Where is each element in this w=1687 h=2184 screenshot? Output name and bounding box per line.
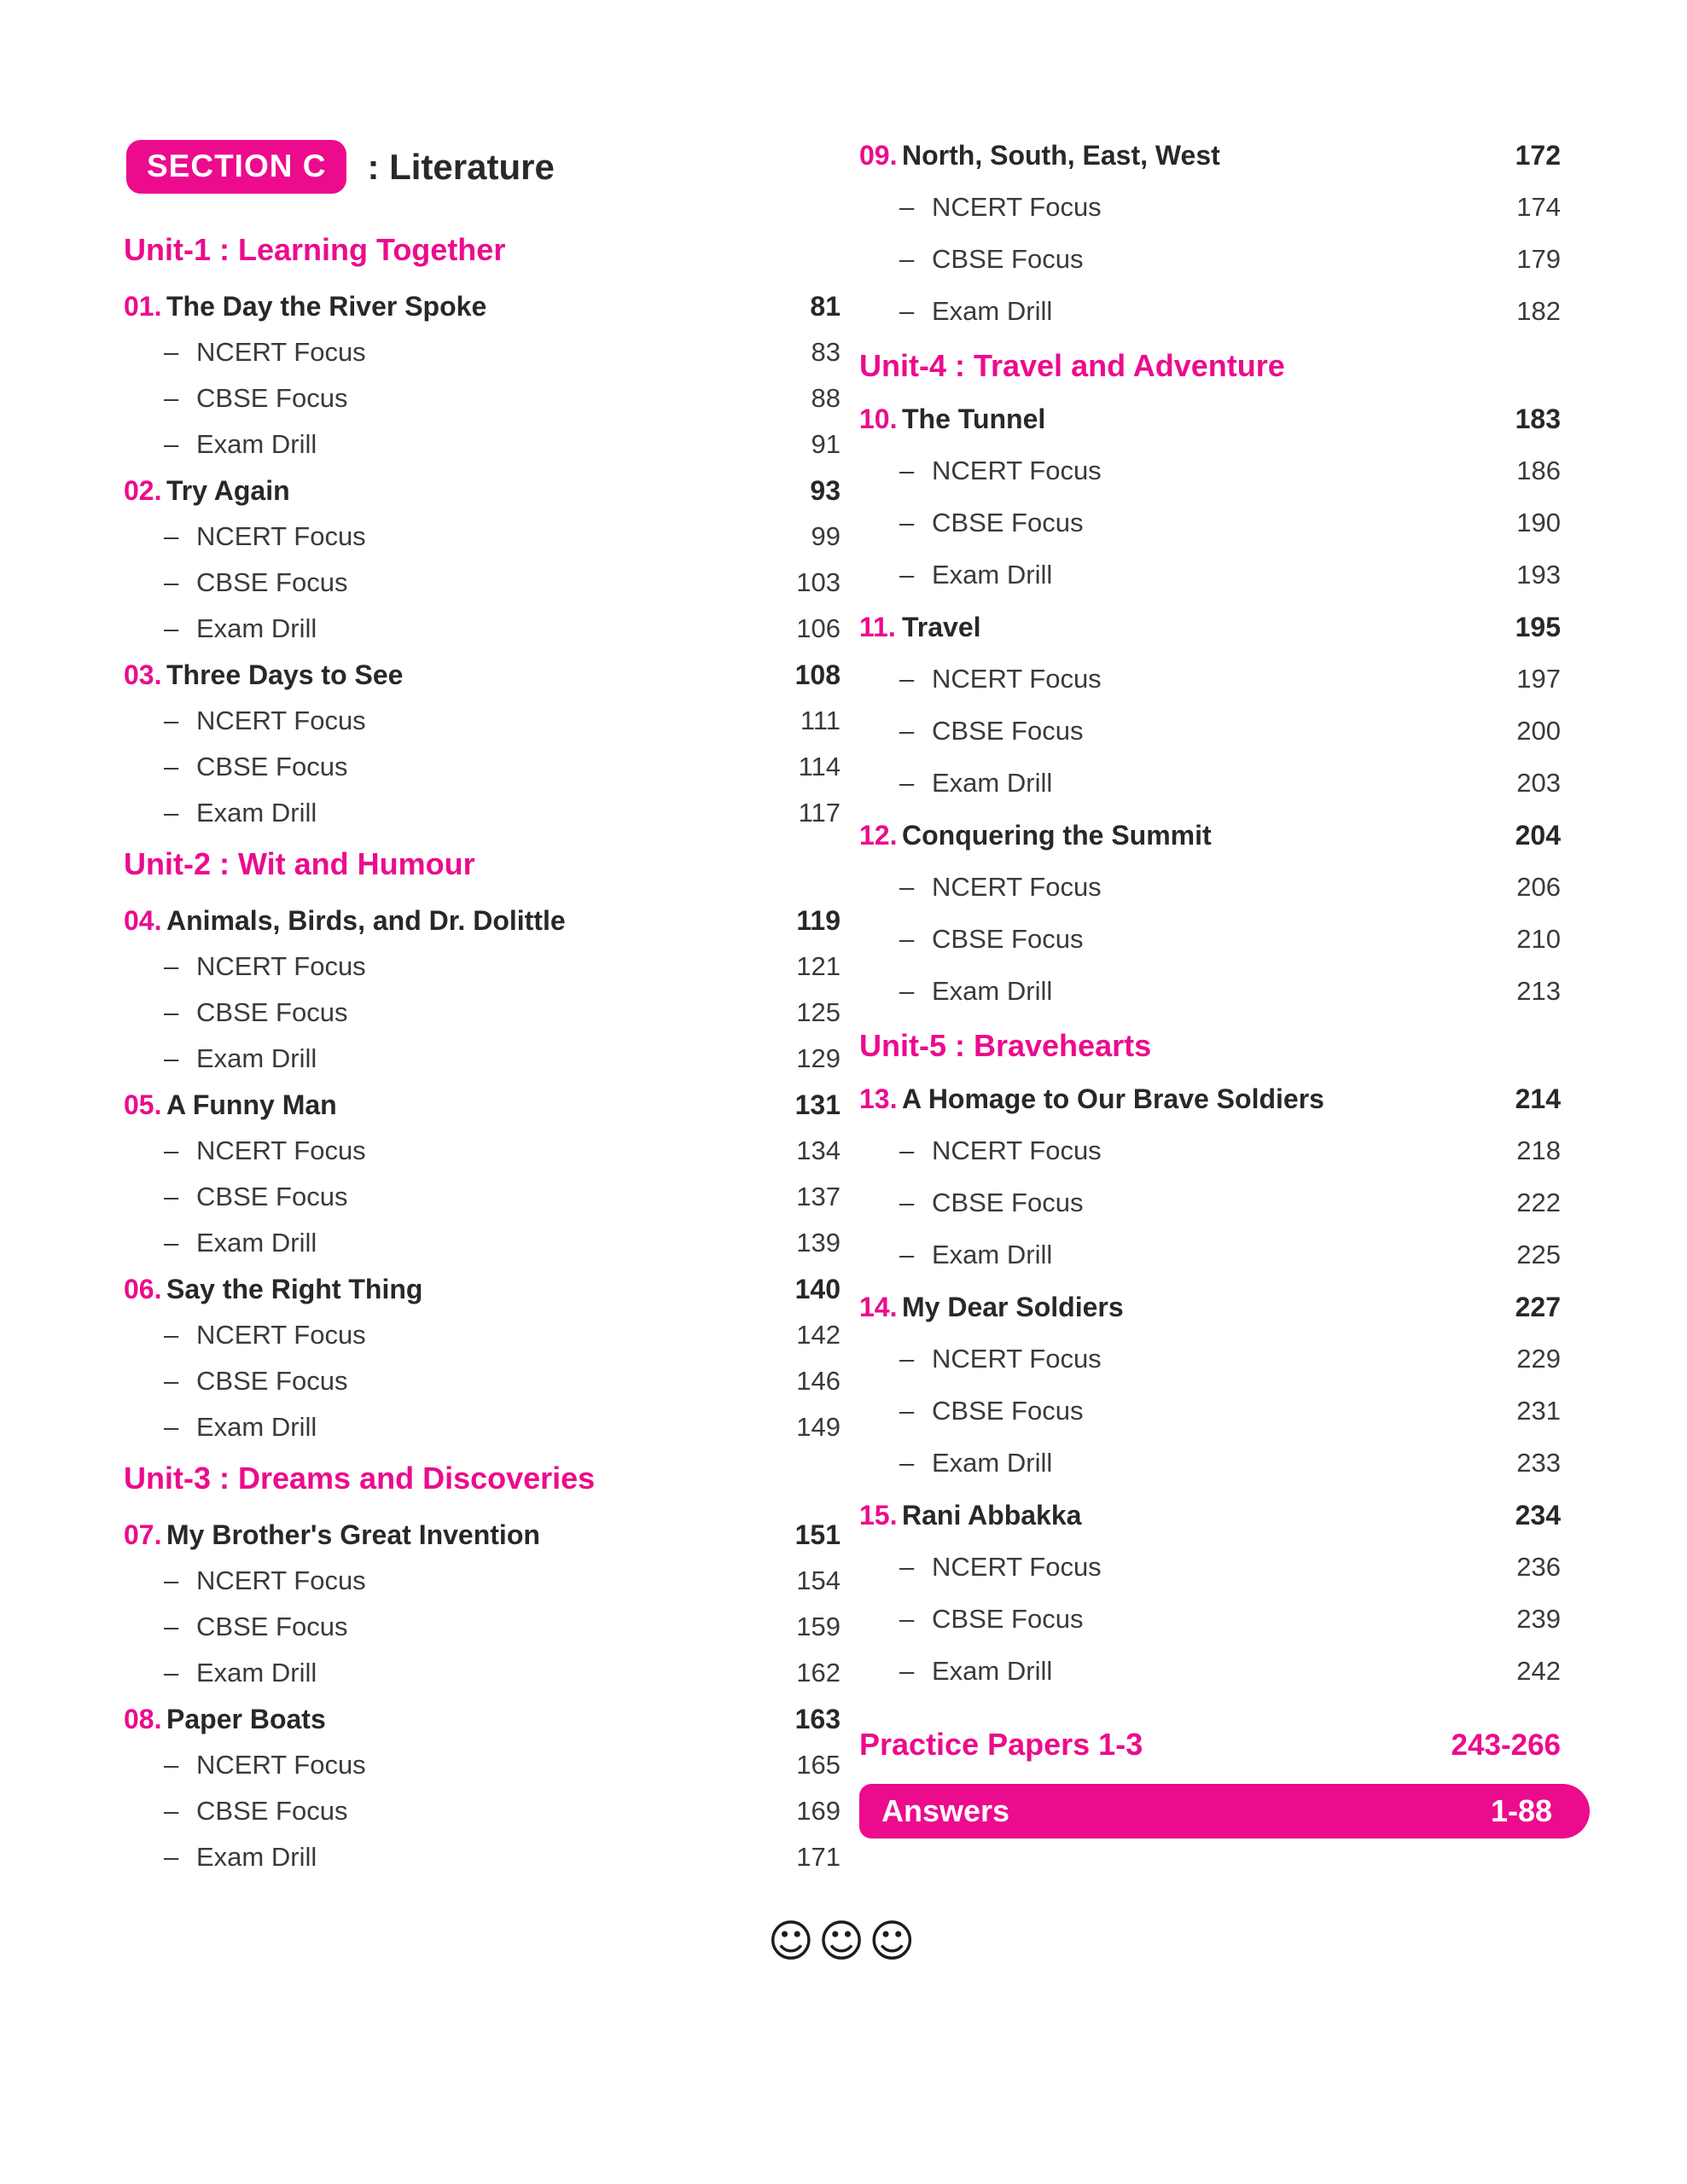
practice-papers-row (859, 1727, 1561, 1762)
sub-title: CBSE Focus (932, 1604, 1084, 1634)
dash-icon: – (899, 560, 915, 590)
sub-title: NCERT Focus (196, 1320, 366, 1350)
toc-chapter-row (124, 1090, 841, 1119)
dash-icon: – (164, 1842, 179, 1872)
toc-sub-row (124, 568, 841, 597)
chapter-title: Rani Abbakka (902, 1500, 1082, 1531)
sub-title: NCERT Focus (196, 337, 366, 367)
sub-page: 91 (811, 429, 841, 459)
chapter-number: 10. (859, 404, 898, 434)
sub-title: Exam Drill (196, 1412, 317, 1442)
dash-icon: – (164, 1658, 179, 1687)
sub-page: 193 (1516, 560, 1561, 590)
dash-icon: – (899, 1604, 915, 1634)
sub-title: CBSE Focus (196, 1796, 348, 1826)
dash-icon: – (164, 1043, 179, 1073)
answers-page: 1-88 (1490, 1793, 1552, 1828)
dash-icon: – (164, 706, 179, 735)
chapter-page: 183 (1515, 404, 1561, 434)
chapter-title: North, South, East, West (902, 140, 1220, 171)
sub-title: CBSE Focus (196, 997, 348, 1027)
chapter-number: 03. (124, 659, 162, 690)
dash-icon: – (164, 752, 179, 781)
toc-sub-row (124, 1843, 841, 1872)
chapter-page: 195 (1515, 612, 1561, 642)
chapter-page: 204 (1515, 820, 1561, 851)
sub-page: 154 (796, 1565, 841, 1595)
dash-icon: – (164, 798, 179, 828)
sub-page: 129 (796, 1043, 841, 1073)
chapter-page: 93 (810, 475, 841, 506)
toc-chapter-row (124, 660, 841, 689)
sub-title: NCERT Focus (196, 521, 366, 551)
chapter-number: 06. (124, 1274, 162, 1304)
sub-title: NCERT Focus (932, 1136, 1102, 1165)
toc-sub-row (124, 1321, 841, 1350)
toc-sub-row (124, 752, 841, 781)
sub-title: Exam Drill (932, 1448, 1053, 1478)
chapter-title: Animals, Birds, and Dr. Dolittle (166, 905, 566, 936)
sub-page: 225 (1516, 1240, 1561, 1269)
smiley-icon: ☺ (869, 1916, 920, 1967)
chapter-number: 02. (124, 475, 162, 506)
toc-sub-row (124, 1182, 841, 1211)
toc-sub-row (124, 1228, 841, 1258)
dash-icon: – (899, 768, 915, 798)
chapter-title: My Dear Soldiers (902, 1292, 1124, 1322)
sub-page: 106 (796, 613, 841, 643)
dash-icon: – (164, 1320, 179, 1350)
chapter-number: 13. (859, 1083, 898, 1114)
chapter-page: 234 (1515, 1500, 1561, 1531)
toc-sub-row (859, 1397, 1561, 1426)
sub-page: 103 (796, 567, 841, 597)
dash-icon: – (164, 337, 179, 367)
toc-sub-row (124, 1566, 841, 1595)
chapter-page: 151 (794, 1519, 841, 1550)
dash-icon: – (899, 872, 915, 902)
chapter-page: 172 (1515, 140, 1561, 171)
sub-title: Exam Drill (196, 1658, 317, 1687)
toc-sub-row (859, 873, 1561, 902)
sub-title: Exam Drill (196, 613, 317, 643)
sub-title: CBSE Focus (196, 1366, 348, 1396)
toc-sub-row (859, 1553, 1561, 1582)
sub-title: Exam Drill (196, 1228, 317, 1258)
chapter-number: 11. (859, 612, 896, 642)
chapter-number: 08. (124, 1704, 162, 1734)
toc-sub-row (859, 508, 1561, 537)
sub-page: 174 (1516, 192, 1561, 222)
toc-sub-row (859, 717, 1561, 746)
sub-page: 206 (1516, 872, 1561, 902)
practice-papers-label: Practice Papers 1-3 (859, 1727, 1143, 1762)
dash-icon: – (164, 1796, 179, 1826)
toc-sub-row (124, 1658, 841, 1687)
chapter-number: 09. (859, 140, 898, 171)
toc-sub-row (124, 1044, 841, 1073)
sub-page: 236 (1516, 1552, 1561, 1582)
sub-title: CBSE Focus (196, 752, 348, 781)
toc-sub-row (124, 338, 841, 367)
sub-title: Exam Drill (196, 798, 317, 828)
chapter-page: 108 (794, 659, 841, 690)
toc-chapter-row (859, 141, 1561, 170)
toc-sub-row (859, 1657, 1561, 1686)
sub-title: Exam Drill (932, 976, 1053, 1006)
toc-sub-row (859, 561, 1561, 590)
sub-page: 218 (1516, 1136, 1561, 1165)
sub-title: Exam Drill (196, 429, 317, 459)
chapter-title: Say the Right Thing (166, 1274, 423, 1304)
dash-icon: – (164, 997, 179, 1027)
dash-icon: – (164, 521, 179, 551)
sub-page: 213 (1516, 976, 1561, 1006)
chapter-number: 01. (124, 291, 162, 322)
dash-icon: – (164, 951, 179, 981)
dash-icon: – (164, 1136, 179, 1165)
chapter-title: Paper Boats (166, 1704, 326, 1734)
chapter-number: 04. (124, 905, 162, 936)
dash-icon: – (899, 1240, 915, 1269)
sub-title: NCERT Focus (932, 192, 1102, 222)
dash-icon: – (899, 716, 915, 746)
sub-title: Exam Drill (932, 560, 1053, 590)
sub-page: 190 (1516, 508, 1561, 537)
sub-title: NCERT Focus (932, 664, 1102, 694)
chapter-title: Travel (902, 612, 981, 642)
sub-page: 111 (800, 706, 841, 735)
sub-page: 149 (796, 1412, 841, 1442)
toc-sub-row (124, 1367, 841, 1396)
toc-sub-row (124, 799, 841, 828)
chapter-page: 163 (794, 1704, 841, 1734)
toc-chapter-row (124, 292, 841, 321)
toc-sub-row (124, 614, 841, 643)
page-title: : Literature (367, 146, 555, 187)
dash-icon: – (164, 1366, 179, 1396)
sub-page: 146 (796, 1366, 841, 1396)
sub-title: NCERT Focus (196, 1136, 366, 1165)
toc-sub-row (859, 193, 1561, 222)
toc-sub-row (124, 1413, 841, 1442)
chapter-title: A Homage to Our Brave Soldiers (902, 1083, 1324, 1114)
toc-sub-row (124, 1751, 841, 1780)
toc-chapter-row (124, 906, 841, 935)
sub-page: 142 (796, 1320, 841, 1350)
dash-icon: – (164, 613, 179, 643)
toc-chapter-row (124, 476, 841, 505)
toc-sub-row (124, 1612, 841, 1641)
sub-title: CBSE Focus (196, 1182, 348, 1211)
toc-sub-row (859, 977, 1561, 1006)
sub-page: 210 (1516, 924, 1561, 954)
toc-column-left (124, 213, 841, 1889)
sub-title: CBSE Focus (932, 1396, 1084, 1426)
chapter-page: 214 (1515, 1083, 1561, 1114)
sub-title: CBSE Focus (932, 508, 1084, 537)
sub-title: NCERT Focus (932, 1344, 1102, 1374)
toc-chapter-row (859, 821, 1561, 850)
chapter-title: A Funny Man (166, 1089, 337, 1120)
unit-heading: Unit-2 : Wit and Humour (124, 846, 475, 881)
chapter-title: Conquering the Summit (902, 820, 1212, 851)
sub-title: CBSE Focus (932, 716, 1084, 746)
dash-icon: – (899, 664, 915, 694)
toc-chapter-row (859, 1084, 1561, 1113)
sub-page: 125 (796, 997, 841, 1027)
sub-title: NCERT Focus (932, 1552, 1102, 1582)
smiley-icon: ☺ (767, 1916, 818, 1967)
chapter-page: 131 (794, 1089, 841, 1120)
toc-sub-row (124, 522, 841, 551)
sub-page: 186 (1516, 456, 1561, 485)
sub-page: 99 (811, 521, 841, 551)
toc-sub-row (859, 245, 1561, 274)
toc-sub-row (859, 769, 1561, 798)
answers-bar (859, 1784, 1590, 1838)
toc-sub-row (859, 1449, 1561, 1478)
chapter-title: My Brother's Great Invention (166, 1519, 540, 1550)
dash-icon: – (899, 244, 915, 274)
chapter-number: 14. (859, 1292, 898, 1322)
sub-page: 222 (1516, 1188, 1561, 1217)
chapter-page: 227 (1515, 1292, 1561, 1322)
toc-sub-row (859, 1240, 1561, 1269)
sub-page: 203 (1516, 768, 1561, 798)
dash-icon: – (899, 924, 915, 954)
dash-icon: – (164, 1182, 179, 1211)
sub-page: 88 (811, 383, 841, 413)
chapter-title: The Day the River Spoke (166, 291, 487, 322)
toc-chapter-row (859, 1501, 1561, 1530)
toc-sub-row (859, 297, 1561, 326)
toc-chapter-row (859, 613, 1561, 642)
sub-page: 162 (796, 1658, 841, 1687)
toc-sub-row (859, 1605, 1561, 1634)
dash-icon: – (899, 1188, 915, 1217)
sub-page: 159 (796, 1612, 841, 1641)
sub-page: 179 (1516, 244, 1561, 274)
chapter-page: 119 (796, 905, 841, 936)
sub-title: NCERT Focus (196, 1750, 366, 1780)
sub-page: 114 (798, 752, 841, 781)
sub-page: 229 (1516, 1344, 1561, 1374)
sub-title: CBSE Focus (932, 924, 1084, 954)
sub-title: CBSE Focus (196, 567, 348, 597)
toc-sub-row (124, 952, 841, 981)
toc-sub-row (124, 1797, 841, 1826)
dash-icon: – (164, 383, 179, 413)
unit-heading: Unit-3 : Dreams and Discoveries (124, 1461, 596, 1496)
sub-title: Exam Drill (932, 1656, 1053, 1686)
section-badge-label: SECTION C (147, 148, 327, 183)
sub-page: 200 (1516, 716, 1561, 746)
sub-title: CBSE Focus (932, 1188, 1084, 1217)
sub-title: Exam Drill (932, 768, 1053, 798)
chapter-number: 05. (124, 1089, 162, 1120)
toc-sub-row (124, 706, 841, 735)
toc-sub-row (859, 665, 1561, 694)
sub-title: NCERT Focus (932, 872, 1102, 902)
toc-chapter-row (859, 404, 1561, 433)
sub-page: 233 (1516, 1448, 1561, 1478)
toc-sub-row (859, 1188, 1561, 1217)
sub-page: 134 (796, 1136, 841, 1165)
chapter-title: The Tunnel (902, 404, 1046, 434)
sub-title: NCERT Focus (196, 951, 366, 981)
toc-sub-row (124, 384, 841, 413)
toc-chapter-row (859, 1292, 1561, 1321)
sub-page: 139 (796, 1228, 841, 1258)
dash-icon: – (164, 1750, 179, 1780)
toc-sub-row (124, 1136, 841, 1165)
sub-page: 197 (1516, 664, 1561, 694)
unit-heading: Unit-5 : Bravehearts (859, 1028, 1152, 1063)
chapter-page: 140 (794, 1274, 841, 1304)
sub-page: 171 (796, 1842, 841, 1872)
section-header (126, 140, 555, 194)
section-badge (126, 140, 346, 194)
dash-icon: – (899, 192, 915, 222)
chapter-title: Three Days to See (166, 659, 404, 690)
sub-page: 121 (796, 951, 841, 981)
unit-heading: Unit-1 : Learning Together (124, 232, 506, 267)
dash-icon: – (164, 1612, 179, 1641)
toc-sub-row (859, 1345, 1561, 1374)
toc-column-right (859, 141, 1561, 1862)
sub-page: 169 (796, 1796, 841, 1826)
chapter-number: 07. (124, 1519, 162, 1550)
sub-title: NCERT Focus (932, 456, 1102, 485)
sub-page: 231 (1516, 1396, 1561, 1426)
chapter-page: 81 (810, 291, 841, 322)
dash-icon: – (899, 976, 915, 1006)
unit-heading: Unit-4 : Travel and Adventure (859, 348, 1285, 383)
sub-title: Exam Drill (932, 1240, 1053, 1269)
dash-icon: – (164, 567, 179, 597)
dash-icon: – (899, 1448, 915, 1478)
toc-sub-row (124, 430, 841, 459)
practice-papers-page: 243-266 (1451, 1728, 1561, 1762)
sub-page: 83 (811, 337, 841, 367)
answers-label: Answers (881, 1793, 1010, 1828)
sub-page: 182 (1516, 296, 1561, 326)
dash-icon: – (899, 296, 915, 326)
sub-title: CBSE Focus (932, 244, 1084, 274)
toc-sub-row (124, 998, 841, 1027)
sub-page: 165 (796, 1750, 841, 1780)
sub-title: CBSE Focus (196, 1612, 348, 1641)
sub-title: NCERT Focus (196, 1565, 366, 1595)
sub-title: Exam Drill (196, 1842, 317, 1872)
chapter-number: 15. (859, 1500, 898, 1531)
dash-icon: – (899, 1136, 915, 1165)
toc-sub-row (859, 456, 1561, 485)
sub-title: CBSE Focus (196, 383, 348, 413)
dash-icon: – (164, 1412, 179, 1442)
dash-icon: – (164, 1228, 179, 1258)
sub-page: 239 (1516, 1604, 1561, 1634)
chapter-title: Try Again (166, 475, 290, 506)
dash-icon: – (899, 1396, 915, 1426)
dash-icon: – (899, 1552, 915, 1582)
sub-title: NCERT Focus (196, 706, 366, 735)
toc-chapter-row (124, 1275, 841, 1304)
toc-sub-row (859, 925, 1561, 954)
dash-icon: – (899, 456, 915, 485)
dash-icon: – (164, 1565, 179, 1595)
smiley-icons (767, 1916, 920, 1967)
dash-icon: – (164, 429, 179, 459)
sub-page: 242 (1516, 1656, 1561, 1686)
sub-title: Exam Drill (932, 296, 1053, 326)
chapter-number: 12. (859, 820, 898, 851)
toc-chapter-row (124, 1520, 841, 1549)
smiley-icon: ☺ (817, 1916, 870, 1967)
dash-icon: – (899, 1344, 915, 1374)
toc-chapter-row (124, 1705, 841, 1734)
dash-icon: – (899, 1656, 915, 1686)
toc-sub-row (859, 1136, 1561, 1165)
sub-title: Exam Drill (196, 1043, 317, 1073)
dash-icon: – (899, 508, 915, 537)
sub-page: 117 (798, 798, 841, 828)
sub-page: 137 (796, 1182, 841, 1211)
